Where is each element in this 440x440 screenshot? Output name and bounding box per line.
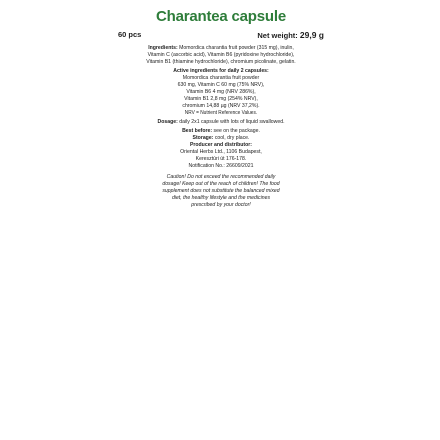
best-before-text: see on the package.: [213, 128, 260, 134]
pieces-count: 60 pcs: [118, 30, 142, 39]
quantity-row: [112, 30, 330, 40]
active-line: Vitamin B6 4 mg (NRV 286%),: [186, 89, 256, 95]
product-title: Charantea capsule: [156, 8, 286, 25]
producer-label: Producer and distributor:: [189, 142, 253, 148]
producer-line: Notification No.: 26609/2021: [188, 163, 254, 169]
active-line: Momordica charantia fruit powder: [182, 75, 260, 81]
ingredients-label: Ingredients:: [148, 45, 178, 51]
storage-text: cool, dry place.: [214, 135, 250, 141]
best-before-label: Best before:: [182, 128, 213, 134]
nrv-note: NRV = Nutrient Reference Values.: [184, 110, 258, 116]
net-weight-value: 29,9 g: [299, 30, 324, 40]
active-ingredients-label: Active ingredients for daily 2 capsules:: [173, 68, 269, 74]
producer-block: [121, 142, 322, 170]
dosage-text: daily 2x1 capsule with lots of liquid swallowed.: [179, 119, 285, 125]
ingredients-block: [121, 45, 322, 66]
ingredients-text: Momordica charantia fruit powder (315 mg), inulin, Vitamin C (ascorbic acid), Vitamin B6 (pyridoxine hydrochloride), Vitamin B1 (thiamine hydrochloride), chromium picolinate, gelatin.: [146, 45, 296, 65]
active-ingredients-block: [121, 68, 322, 117]
dosage-block: [121, 119, 322, 126]
net-weight-label: Net weight:: [257, 31, 298, 40]
active-line: 630 mg, Vitamin C 60 mg (75% NRV),: [177, 82, 265, 88]
active-line: Vitamin B1 2,8 mg (254% NRV),: [184, 96, 258, 102]
active-line: chromium 14,88 µg (NRV 37,2%).: [182, 103, 260, 109]
caution-text: Caution! Do not exceed the recommended daily dosage! Keep out of the reach of children! The food supplement does not substitute the balanced mixed diet, the healthy lifestyle and the medicines prescribed by your doctor!: [162, 174, 280, 208]
storage-label: Storage:: [192, 135, 214, 141]
best-before-block: [121, 128, 322, 135]
product-label: [112, 8, 330, 209]
producer-line: Oriental Herbs Ltd., 1106 Budapest,: [180, 149, 262, 155]
producer-line: Keresztúri út 176-178.: [195, 156, 247, 162]
storage-block: [121, 135, 322, 142]
dosage-label: Dosage:: [157, 119, 178, 125]
net-weight: [257, 30, 324, 40]
